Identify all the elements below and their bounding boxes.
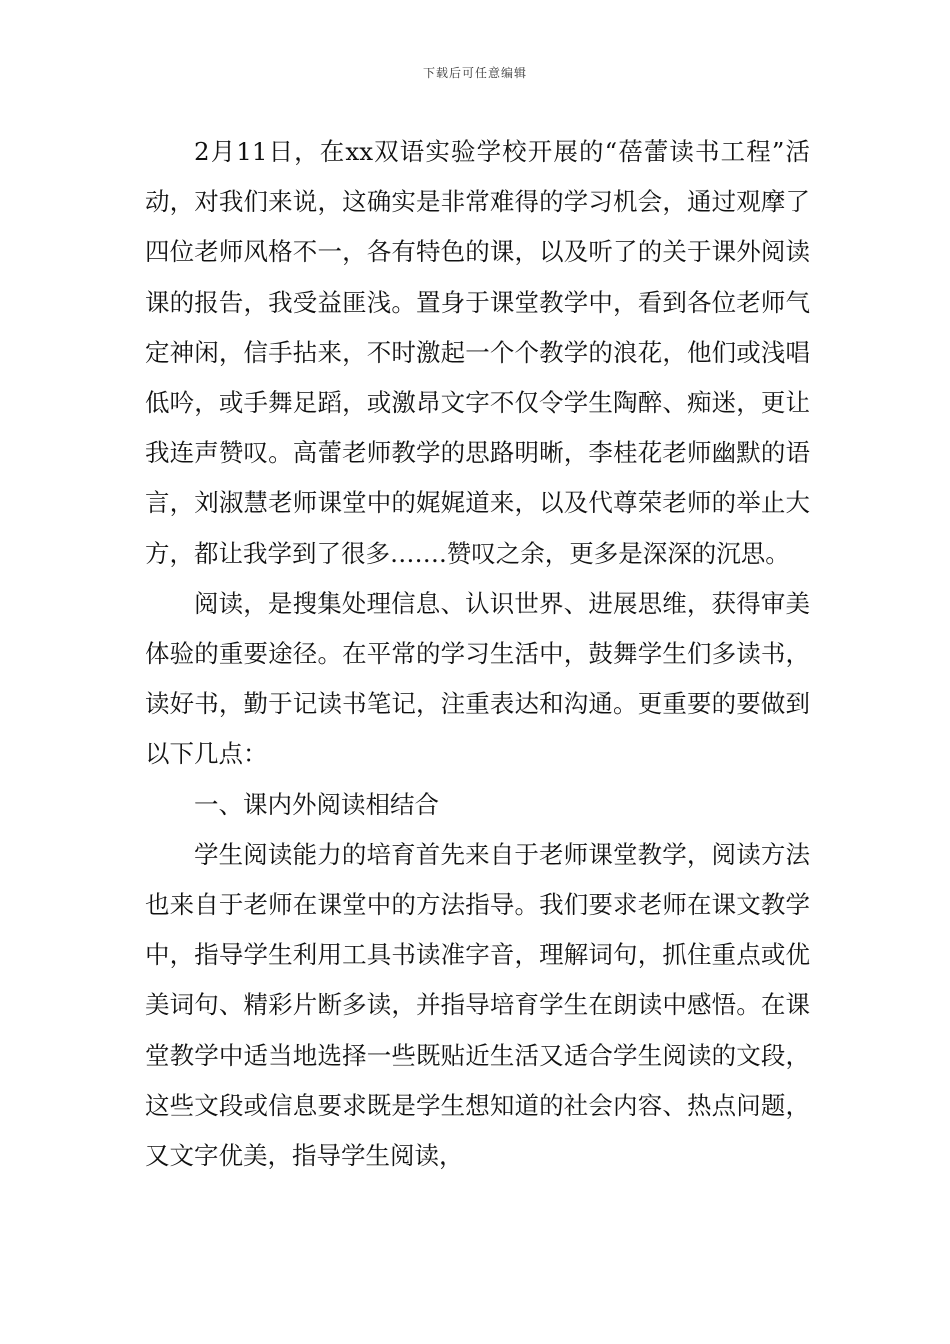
document-body xyxy=(145,127,810,1181)
page-header-note: 下载后可任意编辑 xyxy=(422,66,527,80)
paragraph-section-1: 学生阅读能力的培育首先来自于老师课堂教学，阅读方法也来自于老师在课堂中的方法指导。我们要求老师在课文教学中，指导学生利用工具书读准字音，理解词句，抓住重点或优美词句、精彩片断多读，并指导培育学生在朗读中感悟。在课堂教学中适当地选择一些既贴近生活又适合学生阅读的文段，这些文段或信息要求既是学生想知道的社会内容、热点问题，又文字优美，指导学生阅读， xyxy=(145,839,810,1171)
paragraph-reading-importance: 阅读，是搜集处理信息、认识世界、进展思维，获得审美体验的重要途径。在平常的学习生活中，鼓舞学生们多读书，读好书，勤于记读书笔记，注重表达和沟通。更重要的要做到以下几点： xyxy=(145,588,810,769)
paragraph-intro: 2月11日，在xx双语实验学校开展的“蓓蕾读书工程”活动，对我们来说，这确实是非常难得的学习机会，通过观摩了四位老师风格不一，各有特色的课，以及听了的关于课外阅读课的报告，我受益匪浅。置身于课堂教学中，看到各位老师气定神闲，信手拈来，不时激起一个个教学的浪花，他们或浅唱低吟，或手舞足蹈，或激昂文字不仅令学生陶醉、痴迷，更让我连声赞叹。高蕾老师教学的思路明晰，李桂花老师幽默的语言，刘淑慧老师课堂中的娓娓道来，以及代尊荣老师的举止大方，都让我学到了很多…….赞叹之余，更多是深深的沉思。 xyxy=(145,137,810,568)
section-heading-1: 一、课内外阅读相结合 xyxy=(194,789,439,819)
